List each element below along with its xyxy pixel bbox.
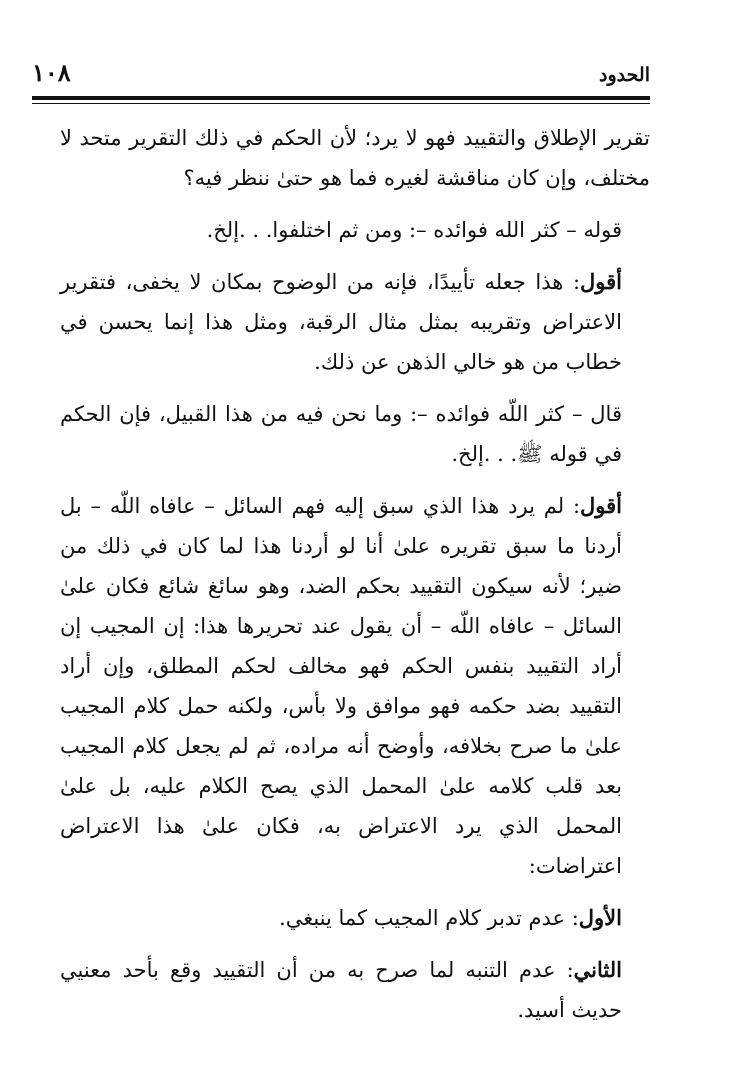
paragraph-1-text: تقرير الإطلاق والتقييد فهو لا يرد؛ لأن الحكم في ذلك التقرير متحد لا مختلف، وإن كان مناقشة لغيره فما هو حتىٰ ننظر فيه؟ xyxy=(60,126,650,190)
running-title: الحدود xyxy=(599,64,650,86)
page-number: ١٠٨ xyxy=(32,58,71,87)
paragraph-3 xyxy=(60,262,650,382)
paragraph-3-text: : هذا جعله تأييدًا، فإنه من الوضوح بمكان لا يخفى، فتقرير الاعتراض وتقريبه بمثل مثال الرقبة، ومثل هذا إنما يحسن في خطاب من هو خالي الذهن عن ذلك. xyxy=(60,270,622,374)
paragraph-5-text: : لم يرد هذا الذي سبق إليه فهم السائل – عافاه اللّه – بل أردنا ما سبق تقريره علىٰ أنا لو أردنا هذا لما كان في ذلك من ضير؛ لأنه سيكون التقييد بحكم الضد، وهو سائغ شائع فكان علىٰ السائل – عافاه اللّه – أن يقول عند تحريرها هذا: إن المجيب إن أراد التقييد بنفس الحكم فهو مخالف لحكم المطلق، وإن أراد التقييد بضد حكمه فهو موافق ولا بأس، ولكنه حمل كلام المجيب علىٰ ما صرح بخلافه، وأوضح أنه مراده، ثم لم يجعل كلام المجيب بعد قلب كلامه علىٰ المحمل الذي يصح الكلام عليه، بل علىٰ المحمل الذي يرد الاعتراض به، فكان علىٰ هذا الاعتراض اعتراضات: xyxy=(60,494,622,878)
paragraph-2-text: قوله – كثر الله فوائده –: ومن ثم اختلفوا. . .إلخ. xyxy=(206,218,622,242)
paragraph-6-lead: الأول xyxy=(578,905,622,930)
paragraph-4-text: قال – كثر اللّه فوائده –: وما نحن فيه من هذا القبيل، فإن الحكم في قوله ﷺ. . .إلخ. xyxy=(60,402,622,466)
paragraph-6 xyxy=(60,898,650,938)
paragraph-7-text: : عدم التنبه لما صرح به من أن التقييد وقع بأحد معنيي حديث أسيد. xyxy=(60,958,622,1022)
paragraph-4 xyxy=(60,394,650,474)
paragraph-7 xyxy=(60,950,650,1030)
paragraph-6-text: : عدم تدبر كلام المجيب كما ينبغي. xyxy=(279,906,579,930)
page-header xyxy=(32,58,650,90)
paragraph-1 xyxy=(60,118,650,198)
paragraph-7-lead: الثاني xyxy=(573,957,622,982)
body-text xyxy=(60,118,650,1042)
header-rule-thick xyxy=(32,96,650,100)
paragraph-5 xyxy=(60,486,650,886)
header-rule-thin xyxy=(32,103,650,104)
paragraph-2 xyxy=(60,210,650,250)
paragraph-3-lead: أقول xyxy=(580,269,622,294)
paragraph-5-lead: أقول xyxy=(580,493,622,518)
